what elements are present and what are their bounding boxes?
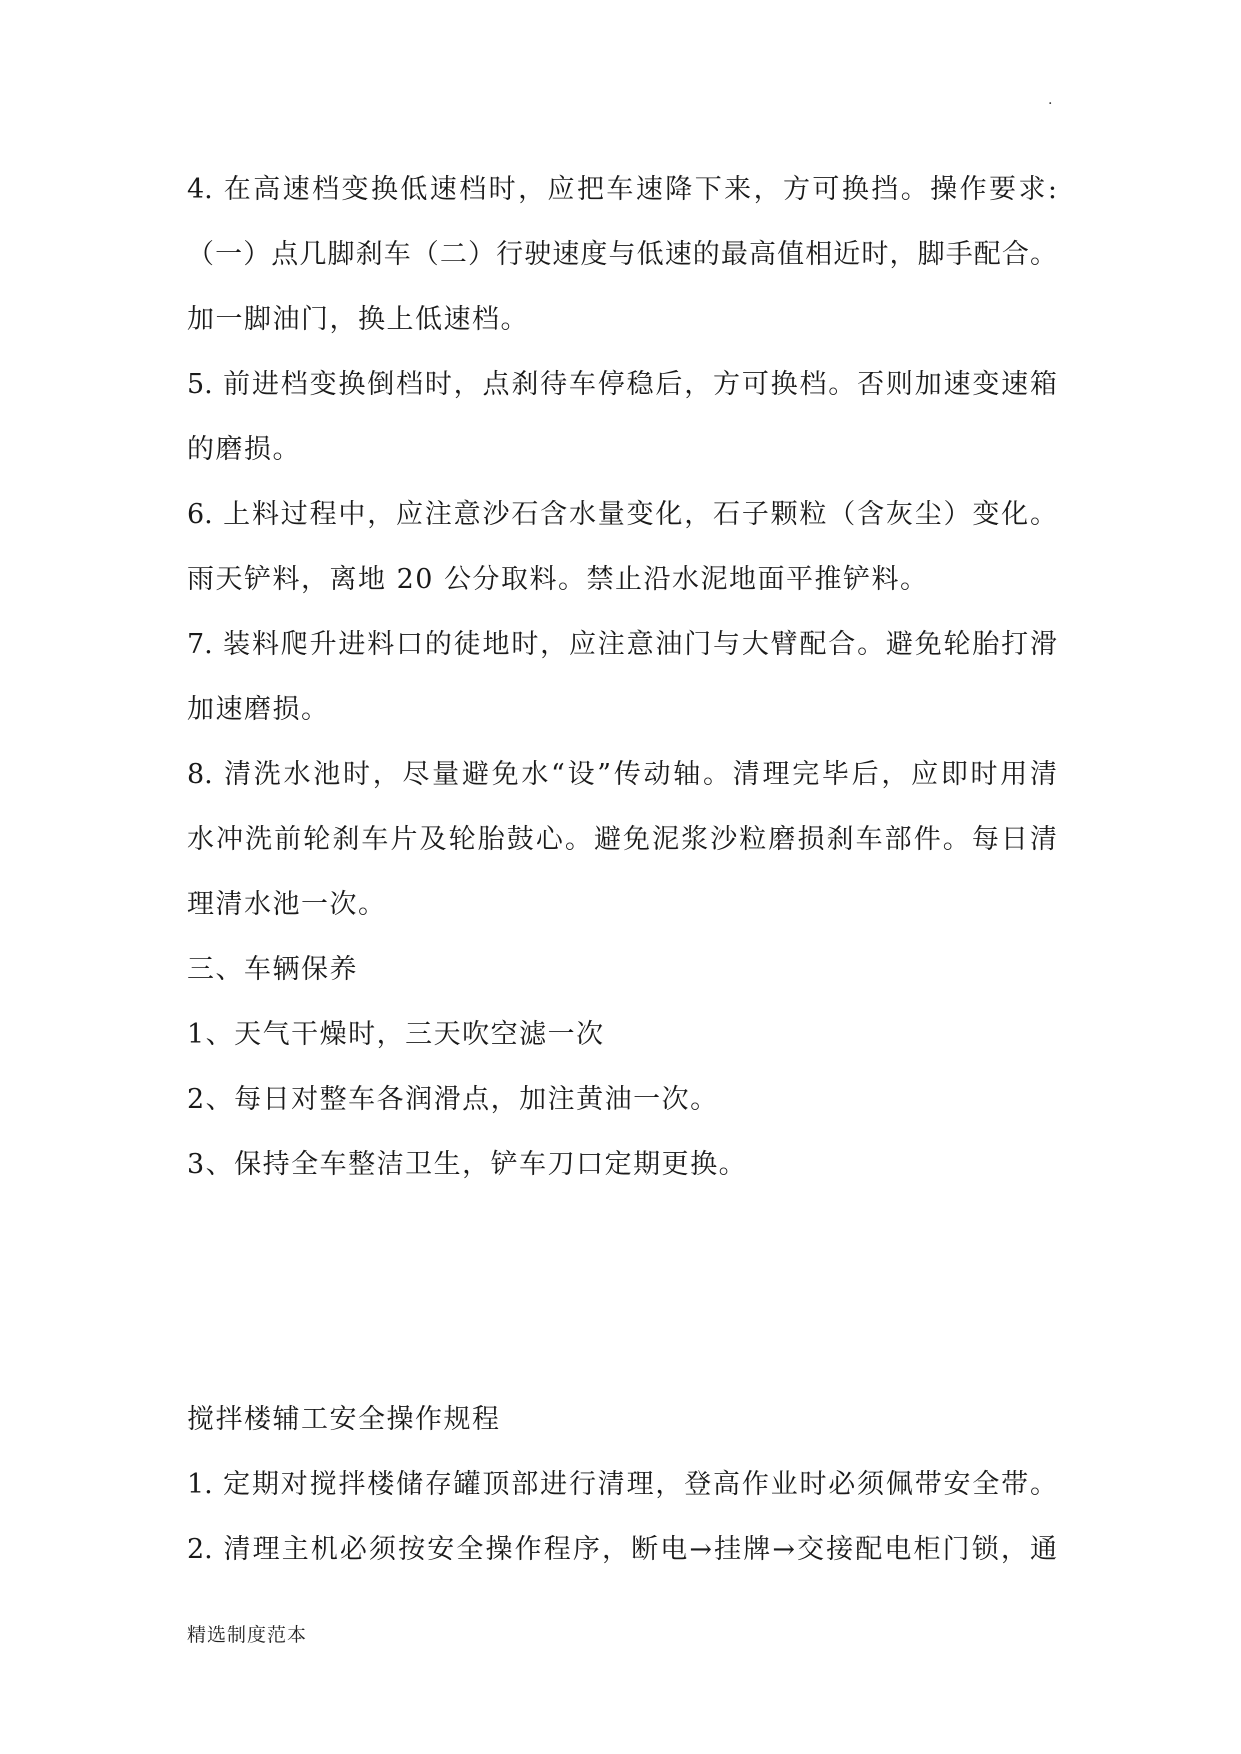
section-heading: 三、车辆保养	[187, 954, 358, 985]
paragraph-line: 6. 上料过程中，应注意沙石含水量变化，石子颗粒（含灰尘）变化。	[187, 499, 1057, 530]
paragraph-line: 理清水池一次。	[187, 889, 387, 920]
paragraph-line: 1. 定期对搅拌楼储存罐顶部进行清理，登高作业时必须佩带安全带。	[187, 1469, 1057, 1500]
header-dot-mark: .	[1048, 92, 1053, 108]
list-item: 1、天气干燥时，三天吹空滤一次	[187, 1019, 605, 1050]
paragraph-line: 水冲洗前轮刹车片及轮胎鼓心。避免泥浆沙粒磨损刹车部件。每日清	[187, 824, 1057, 855]
document-body	[187, 157, 1057, 1582]
paragraph-line: 7. 装料爬升进料口的徒地时，应注意油门与大臂配合。避免轮胎打滑	[187, 629, 1057, 660]
list-item: 3、保持全车整洁卫生，铲车刀口定期更换。	[187, 1149, 748, 1180]
list-item: 2、每日对整车各润滑点，加注黄油一次。	[187, 1084, 719, 1115]
section-title: 搅拌楼辅工安全操作规程	[187, 1404, 501, 1435]
paragraph-line: 8. 清洗水池时，尽量避免水“设”传动轴。清理完毕后，应即时用清	[187, 759, 1057, 790]
paragraph-line: 的磨损。	[187, 434, 301, 465]
paragraph-line: 加一脚油门，换上低速档。	[187, 304, 529, 335]
section-spacer	[187, 1197, 1057, 1387]
paragraph-line: 4. 在高速档变换低速档时，应把车速降下来，方可换挡。操作要求:	[187, 174, 1057, 205]
paragraph-line: （一）点几脚刹车（二）行驶速度与低速的最高值相近时，脚手配合。	[187, 239, 1057, 270]
page-footer: 精选制度范本	[187, 1624, 308, 1646]
paragraph-line: 2. 清理主机必须按安全操作程序，断电→挂牌→交接配电柜门锁，通	[187, 1534, 1057, 1565]
paragraph-line: 雨天铲料，离地 20 公分取料。禁止沿水泥地面平推铲料。	[187, 564, 929, 595]
paragraph-line: 加速磨损。	[187, 694, 330, 725]
paragraph-line: 5. 前进档变换倒档时，点刹待车停稳后，方可换档。否则加速变速箱	[187, 369, 1057, 400]
